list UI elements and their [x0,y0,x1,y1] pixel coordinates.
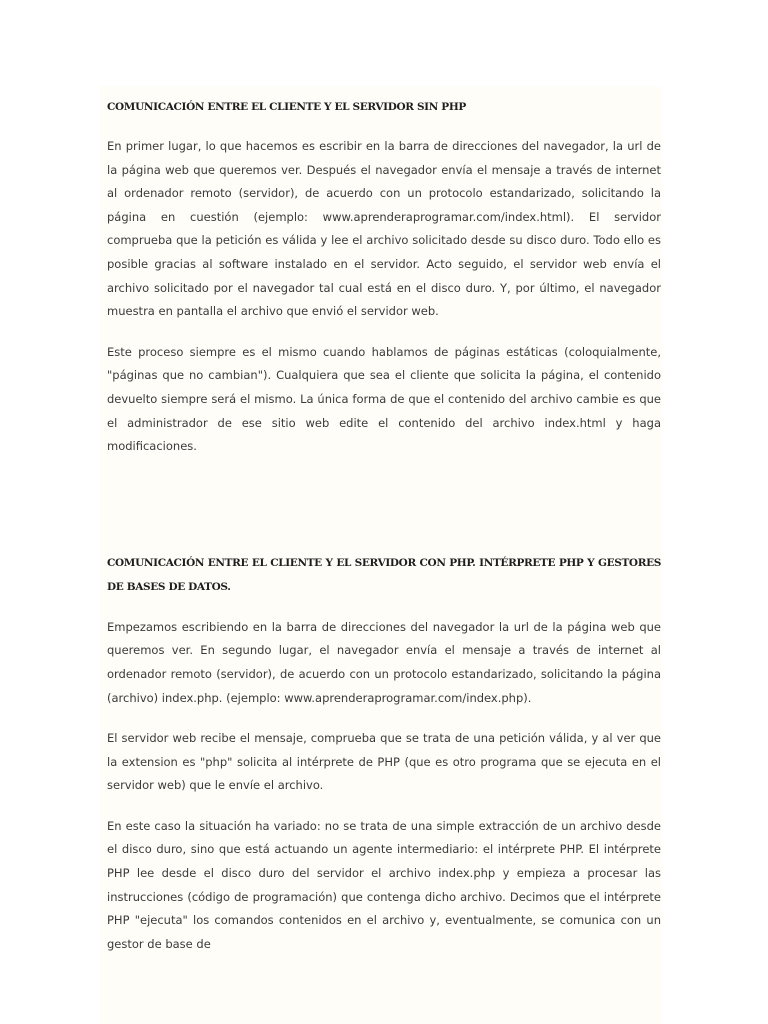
paragraph-interprete-php: En este caso la situación ha variado: no se trata de una simple extracción de un archivo desde el disco duro, sino que está actuando un agente intermediario: el intérprete PHP. El intérprete PHP lee desde el disco duro del servidor el archivo index.php y empieza a procesar las instrucciones (código de programación) que contenga dicho archivo. Decimos que el intérprete PHP "ejecuta" los comandos contenidos en el archivo y, eventualmente, se comunica con un gestor de base de [107,818,661,951]
section-heading-con-php: COMUNICACIÓN ENTRE EL CLIENTE Y EL SERVIDOR CON PHP. INTÉRPRETE PHP Y GESTORES DE BASES DE DATOS. [107,556,661,593]
paragraph-proceso-estatico: En primer lugar, lo que hacemos es escribir en la barra de direcciones del navegador, la url de la página web que queremos ver. Después el navegador envía el mensaje a través de internet al ordenador remoto (servidor), de acuerdo con un protocolo estandarizado, solicitando la página en cuestión (ejemplo: www.aprenderaprogramar.com/index.html). El servidor comprueba que la petición es válida y lee el archivo solicitado desde su disco duro. Todo ello es posible gracias al software instalado en el servidor. Acto seguido, el servidor web envía el archivo solicitado por el navegador tal cual está en el disco duro. Y, por último, el navegador muestra en pantalla el archivo que envió el servidor web. [107,139,661,319]
paragraph-servidor-recibe: El servidor web recibe el mensaje, comprueba que se trata de una petición válida, y al ver que la extension es "php" solicita al intérprete de PHP (que es otro programa que se ejecuta en el servidor web) que le envíe el archivo. [107,731,661,793]
paragraph-paginas-estaticas: Este proceso siempre es el mismo cuando hablamos de páginas estáticas (coloquialmente, "páginas que no cambian"). Cualquiera que sea el cliente que solicita la página, el contenido devuelto siempre será el mismo. La única forma de que el contenido del archivo cambie es que el administrador de ese sitio web edite el contenido del archivo index.html y haga modificaciones. [107,344,661,454]
paragraph-solicitud-php: Empezamos escribiendo en la barra de direcciones del navegador la url de la página web que queremos ver. En segundo lugar, el navegador envía el mensaje a través de internet al ordenador remoto (servidor), de acuerdo con un protocolo estandarizado, solicitando la página (archivo) index.php. (ejemplo: www.aprenderaprogramar.com/index.php). [107,619,661,705]
section-heading-sin-php: COMUNICACIÓN ENTRE EL CLIENTE Y EL SERVIDOR SIN PHP [107,101,466,113]
document-content [107,96,661,956]
